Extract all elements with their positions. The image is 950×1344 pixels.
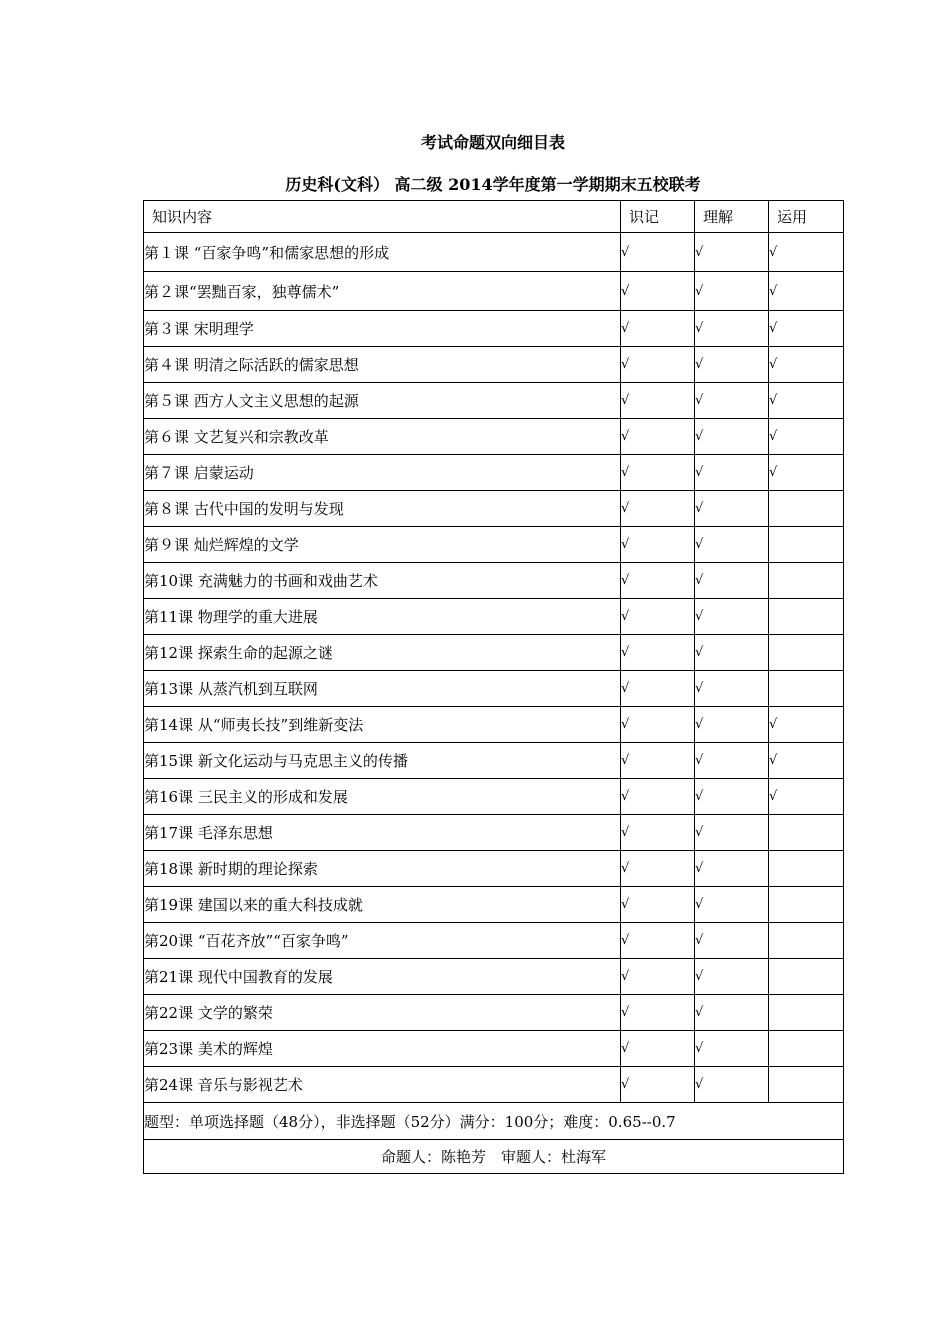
recall-check: √ xyxy=(621,635,695,671)
table-row xyxy=(144,233,844,272)
header-apply: 运用 xyxy=(769,201,844,233)
understand-check: √ xyxy=(695,491,769,527)
lesson-topic: 第４课 明清之际活跃的儒家思想 xyxy=(144,347,621,383)
apply-check xyxy=(769,1067,844,1103)
understand-check: √ xyxy=(695,311,769,347)
apply-check xyxy=(769,959,844,995)
lesson-topic: 第14课 从“师夷长技”到维新变法 xyxy=(144,707,621,743)
recall-check: √ xyxy=(621,311,695,347)
lesson-topic: 第６课 文艺复兴和宗教改革 xyxy=(144,419,621,455)
lesson-topic: 第８课 古代中国的发明与发现 xyxy=(144,491,621,527)
recall-check: √ xyxy=(621,347,695,383)
table-row xyxy=(144,527,844,563)
table-row xyxy=(144,887,844,923)
table-body xyxy=(144,233,844,1103)
apply-check xyxy=(769,851,844,887)
recall-check: √ xyxy=(621,779,695,815)
lesson-topic: 第22课 文学的繁荣 xyxy=(144,995,621,1031)
table-row xyxy=(144,272,844,311)
understand-check: √ xyxy=(695,707,769,743)
apply-check: √ xyxy=(769,347,844,383)
recall-check: √ xyxy=(621,1067,695,1103)
recall-check: √ xyxy=(621,995,695,1031)
table-row xyxy=(144,743,844,779)
lesson-topic: 第18课 新时期的理论探索 xyxy=(144,851,621,887)
understand-check: √ xyxy=(695,383,769,419)
table-row xyxy=(144,635,844,671)
recall-check: √ xyxy=(621,815,695,851)
table-row xyxy=(144,779,844,815)
recall-check: √ xyxy=(621,599,695,635)
lesson-topic: 第17课 毛泽东思想 xyxy=(144,815,621,851)
apply-check: √ xyxy=(769,383,844,419)
apply-check: √ xyxy=(769,272,844,311)
table-row xyxy=(144,1031,844,1067)
lesson-topic: 第23课 美术的辉煌 xyxy=(144,1031,621,1067)
recall-check: √ xyxy=(621,851,695,887)
lesson-topic: 第24课 音乐与影视艺术 xyxy=(144,1067,621,1103)
apply-check: √ xyxy=(769,233,844,272)
apply-check xyxy=(769,923,844,959)
recall-check: √ xyxy=(621,1031,695,1067)
apply-check xyxy=(769,1031,844,1067)
lesson-topic: 第16课 三民主义的形成和发展 xyxy=(144,779,621,815)
understand-check: √ xyxy=(695,851,769,887)
lesson-topic: 第11课 物理学的重大进展 xyxy=(144,599,621,635)
question-types-row xyxy=(144,1103,844,1140)
authors-note: 命题人：陈艳芳 审题人：杜海军 xyxy=(144,1140,844,1174)
lesson-topic: 第21课 现代中国教育的发展 xyxy=(144,959,621,995)
lesson-topic: 第12课 探索生命的起源之谜 xyxy=(144,635,621,671)
table-row xyxy=(144,563,844,599)
lesson-topic: 第７课 启蒙运动 xyxy=(144,455,621,491)
recall-check: √ xyxy=(621,959,695,995)
table-row xyxy=(144,419,844,455)
apply-check xyxy=(769,491,844,527)
lesson-topic: 第20课 “百花齐放”“百家争鸣” xyxy=(144,923,621,959)
recall-check: √ xyxy=(621,272,695,311)
table-row xyxy=(144,347,844,383)
apply-check: √ xyxy=(769,779,844,815)
apply-check xyxy=(769,887,844,923)
understand-check: √ xyxy=(695,959,769,995)
table-row xyxy=(144,383,844,419)
recall-check: √ xyxy=(621,923,695,959)
understand-check: √ xyxy=(695,1067,769,1103)
authors-row xyxy=(144,1140,844,1174)
table-row xyxy=(144,455,844,491)
apply-check: √ xyxy=(769,419,844,455)
header-understand: 理解 xyxy=(695,201,769,233)
understand-check: √ xyxy=(695,347,769,383)
header-knowledge-content: 知识内容 xyxy=(144,201,621,233)
apply-check xyxy=(769,671,844,707)
table-row xyxy=(144,707,844,743)
recall-check: √ xyxy=(621,491,695,527)
understand-check: √ xyxy=(695,527,769,563)
apply-check xyxy=(769,599,844,635)
table-row xyxy=(144,815,844,851)
exam-spec-table xyxy=(143,200,844,1174)
table-row xyxy=(144,1067,844,1103)
recall-check: √ xyxy=(621,743,695,779)
apply-check: √ xyxy=(769,743,844,779)
understand-check: √ xyxy=(695,272,769,311)
lesson-topic: 第19课 建国以来的重大科技成就 xyxy=(144,887,621,923)
understand-check: √ xyxy=(695,671,769,707)
lesson-topic: 第５课 西方人文主义思想的起源 xyxy=(144,383,621,419)
recall-check: √ xyxy=(621,671,695,707)
apply-check: √ xyxy=(769,707,844,743)
apply-check xyxy=(769,563,844,599)
lesson-topic: 第10课 充满魅力的书画和戏曲艺术 xyxy=(144,563,621,599)
table-row xyxy=(144,995,844,1031)
table-row xyxy=(144,851,844,887)
recall-check: √ xyxy=(621,383,695,419)
apply-check xyxy=(769,527,844,563)
recall-check: √ xyxy=(621,563,695,599)
table-row xyxy=(144,671,844,707)
question-types-note: 题型：单项选择题（48分），非选择题（52分）满分：100分；难度：0.65--0.7 xyxy=(144,1103,844,1140)
header-recall: 识记 xyxy=(621,201,695,233)
understand-check: √ xyxy=(695,233,769,272)
understand-check: √ xyxy=(695,887,769,923)
understand-check: √ xyxy=(695,779,769,815)
lesson-topic: 第２课“罢黜百家，独尊儒术” xyxy=(144,272,621,311)
table-row xyxy=(144,311,844,347)
recall-check: √ xyxy=(621,419,695,455)
apply-check xyxy=(769,995,844,1031)
lesson-topic: 第15课 新文化运动与马克思主义的传播 xyxy=(144,743,621,779)
understand-check: √ xyxy=(695,563,769,599)
understand-check: √ xyxy=(695,635,769,671)
recall-check: √ xyxy=(621,233,695,272)
recall-check: √ xyxy=(621,527,695,563)
lesson-topic: 第13课 从蒸汽机到互联网 xyxy=(144,671,621,707)
understand-check: √ xyxy=(695,995,769,1031)
lesson-topic: 第３课 宋明理学 xyxy=(144,311,621,347)
table-header-row xyxy=(144,201,844,233)
apply-check xyxy=(769,815,844,851)
understand-check: √ xyxy=(695,419,769,455)
understand-check: √ xyxy=(695,923,769,959)
lesson-topic: 第９课 灿烂辉煌的文学 xyxy=(144,527,621,563)
recall-check: √ xyxy=(621,887,695,923)
understand-check: √ xyxy=(695,815,769,851)
understand-check: √ xyxy=(695,455,769,491)
apply-check: √ xyxy=(769,455,844,491)
table-row xyxy=(144,923,844,959)
understand-check: √ xyxy=(695,1031,769,1067)
document-title: 考试命题双向细目表 xyxy=(420,133,565,152)
table-row xyxy=(144,599,844,635)
document-subtitle: 历史科(文科） 高二级 2014学年度第一学期期末五校联考 xyxy=(285,175,701,194)
lesson-topic: 第１课 “百家争鸣”和儒家思想的形成 xyxy=(144,233,621,272)
understand-check: √ xyxy=(695,599,769,635)
recall-check: √ xyxy=(621,455,695,491)
table-row xyxy=(144,959,844,995)
apply-check xyxy=(769,635,844,671)
understand-check: √ xyxy=(695,743,769,779)
table-row xyxy=(144,491,844,527)
recall-check: √ xyxy=(621,707,695,743)
apply-check: √ xyxy=(769,311,844,347)
